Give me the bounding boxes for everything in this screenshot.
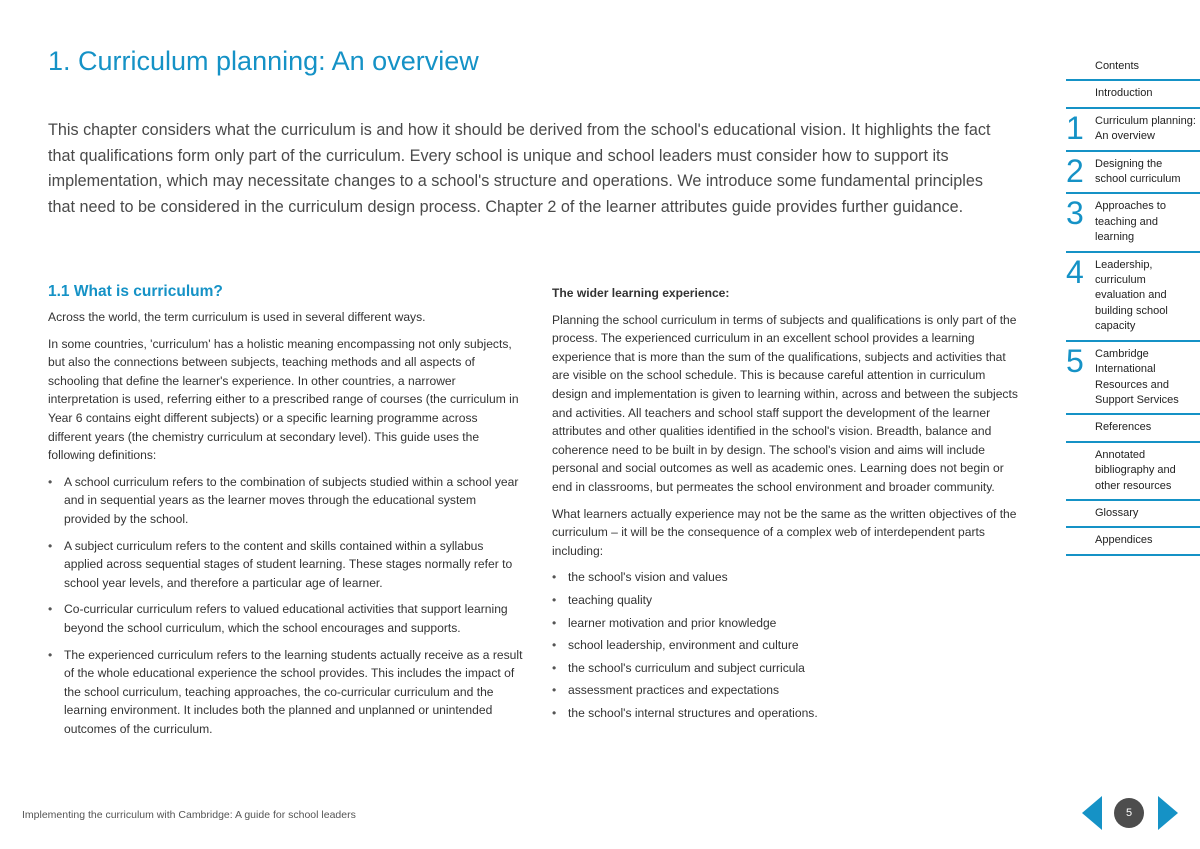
nav-label: Leadership, curriculum evaluation and building school capacity <box>1095 258 1168 333</box>
list-item: • school leadership, environment and culture <box>552 636 1022 655</box>
nav-references[interactable] <box>1066 415 1200 442</box>
wider-paragraph: What learners actually experience may not be the same as the written objectives of the curriculum – it will be the consequence of a complex web of interdependent parts including: <box>552 506 1017 558</box>
nav-label: Contents <box>1095 60 1140 72</box>
nav-chapter-4[interactable] <box>1066 253 1200 342</box>
nav-label: Annotated bibliography and other resources <box>1095 448 1176 492</box>
definitions-list <box>48 473 523 739</box>
wider-heading: The wider learning experience: <box>552 286 730 300</box>
nav-label: References <box>1095 421 1152 434</box>
list-item: • assessment practices and expectations <box>552 681 1022 700</box>
page-navigator <box>1082 796 1178 832</box>
nav-label: Curriculum planning: An overview <box>1095 114 1196 143</box>
nav-label: Appendices <box>1095 534 1153 547</box>
list-item: • the school's vision and values <box>552 568 1022 587</box>
wider-paragraph: Planning the school curriculum in terms of subjects and qualifications is only part of the process. The experienced curriculum in an excellent school provides a learning experience that is more than the sum of the qualifications, subjects and activities that are visible on the school schedule. This is because careful attention in curriculum design and implementation is given to learning within, across and between the subjects and activities. All teachers and school staff support the development of the learner attributes and other qualities identified in the school's vision. Breadth, balance and coherence need to be built in by design. The school's vision and aims will include personal and social outcomes as well as academic ones. Learning does not begin or end in classrooms, but permeates the school environment and broader community. <box>552 312 1018 494</box>
nav-chapter-3[interactable] <box>1066 194 1200 252</box>
nav-label: Introduction <box>1095 87 1153 100</box>
nav-label: Glossary <box>1095 506 1139 519</box>
nav-introduction[interactable] <box>1066 81 1200 108</box>
nav-chapter-5[interactable] <box>1066 342 1200 416</box>
footer-text: Implementing the curriculum with Cambridge: A guide for school leaders <box>22 809 356 821</box>
nav-glossary[interactable] <box>1066 501 1200 528</box>
next-page-icon[interactable] <box>1158 796 1178 830</box>
nav-bibliography[interactable] <box>1066 443 1200 501</box>
list-item: • Co-curricular curriculum refers to valued educational activities that support learning beyond the school curriculum, which the school encourages and supports. <box>48 600 523 637</box>
list-item: • A subject curriculum refers to the content and skills contained within a syllabus applied across sequential stages of student learning. These stages normally refer to school year levels, and therefore a particular age of learner. <box>48 537 523 593</box>
nav-label: Approaches to teaching and learning <box>1095 200 1166 244</box>
nav-appendices[interactable] <box>1066 528 1200 555</box>
page-number: 5 <box>1114 798 1144 828</box>
list-item: • A school curriculum refers to the combination of subjects studied within a school year and in sequential years as the learner moves through the educational system provided by the school. <box>48 473 523 529</box>
intro-paragraph: This chapter considers what the curriculum is and how it should be derived from the school's educational vision. It highlights the fact that qualifications form only part of the curriculum. Every school is unique and school leaders must consider how to support its implementation, which may necessitate changes to a school's structure and operations. We introduce some fundamental principles that need to be considered in the curriculum design process. Chapter 2 of the learner attributes guide provides further guidance. <box>48 121 991 216</box>
list-item: • the school's curriculum and subject curricula <box>552 659 1022 678</box>
list-item: • The experienced curriculum refers to the learning students actually receive as a result of the whole educational experience the school provides. This includes the impact of the school curriculum, teaching approaches, the co-curricular curriculum and the learning environment. It includes both the planned and unplanned or unintended outcomes of the curriculum. <box>48 646 523 739</box>
chapter-number: 4 <box>1066 253 1084 290</box>
list-item: • learner motivation and prior knowledge <box>552 614 1022 633</box>
chapter-number: 5 <box>1066 342 1084 379</box>
nav-chapter-1[interactable] <box>1066 109 1200 152</box>
list-item: • the school's internal structures and operations. <box>552 704 1022 723</box>
nav-label: Cambridge International Resources and Support Services <box>1095 347 1179 406</box>
sidebar-nav <box>1066 54 1200 556</box>
page-title: 1. Curriculum planning: An overview <box>48 46 479 76</box>
section-heading: 1.1 What is curriculum? <box>48 283 223 300</box>
left-column <box>48 282 523 746</box>
chapter-number: 2 <box>1066 152 1084 189</box>
right-column <box>552 284 1022 726</box>
chapter-number: 3 <box>1066 195 1084 232</box>
nav-label: Designing the school curriculum <box>1095 157 1181 186</box>
nav-chapter-2[interactable] <box>1066 152 1200 195</box>
section-paragraph: In some countries, 'curriculum' has a holistic meaning encompassing not only subjects, but also the connections between subjects, teaching methods and all aspects of schooling that define the learner's experience. In other countries, a narrower interpretation is used, referring either to a prescribed range of courses (the curriculum in Year 6 contains eight different subjects) or a specific learning programme across different years (the chemistry curriculum at secondary level). This guide uses the following definitions: <box>48 336 519 463</box>
factors-list <box>552 568 1022 722</box>
chapter-number: 1 <box>1066 109 1084 146</box>
nav-contents[interactable] <box>1066 54 1200 81</box>
previous-page-icon[interactable] <box>1082 796 1102 830</box>
list-item: • teaching quality <box>552 591 1022 610</box>
section-paragraph: Across the world, the term curriculum is used in several different ways. <box>48 310 426 324</box>
